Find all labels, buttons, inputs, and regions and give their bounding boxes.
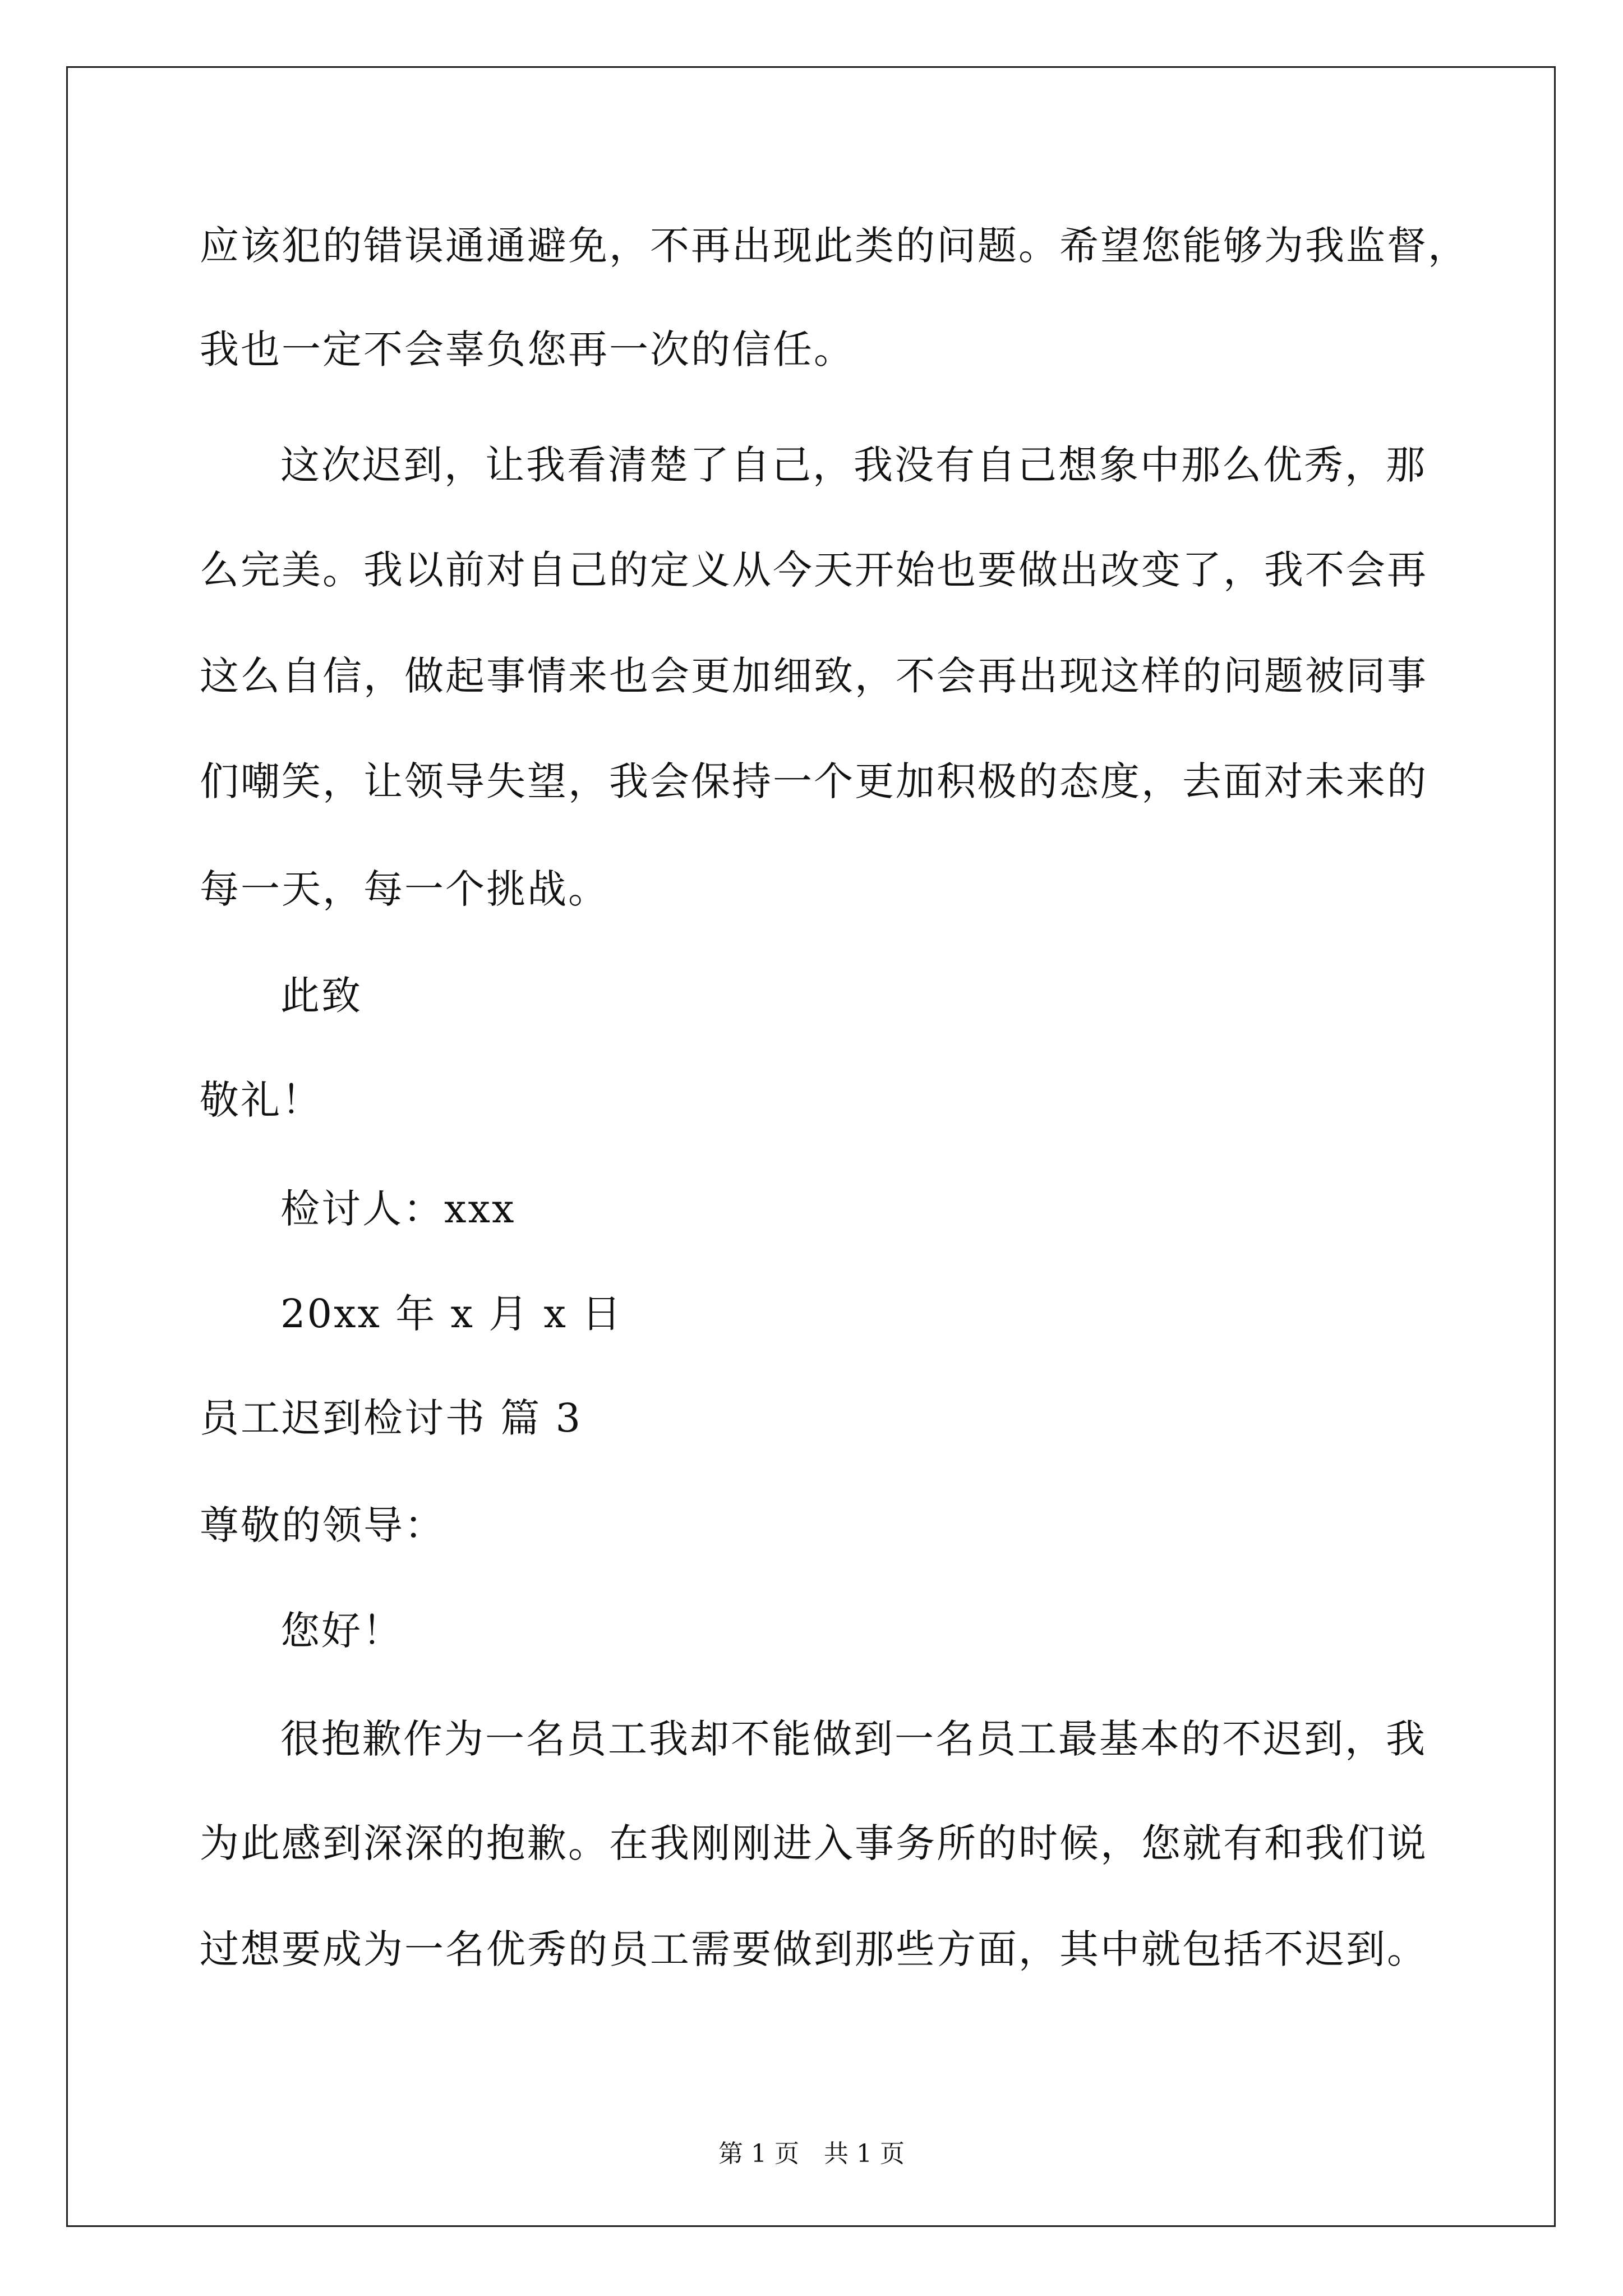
- body-line-6: 们嘲笑，让领导失望，我会保持一个更加积极的态度，去面对未来的: [200, 758, 1428, 804]
- page-border: [66, 66, 1556, 2227]
- page-number: 第 1 页 共 1 页: [718, 2139, 905, 2168]
- section-title: 员工迟到检讨书 篇 3: [200, 1395, 583, 1441]
- letter-salutation: 尊敬的领导：: [200, 1502, 445, 1548]
- body-line-7: 每一天，每一个挑战。: [200, 866, 609, 912]
- body-line-5: 这么自信，做起事情来也会更加细致，不会再出现这样的问题被同事: [200, 653, 1428, 699]
- signature-line: 检讨人：xxx: [280, 1186, 516, 1232]
- closing-regards: 敬礼！: [200, 1077, 322, 1123]
- body-line-1: 应该犯的错误通通避免，不再出现此类的问题。希望您能够为我监督，: [200, 223, 1469, 269]
- body-line-10: 过想要成为一名优秀的员工需要做到那些方面，其中就包括不迟到。: [200, 1926, 1428, 1972]
- body-line-4: 么完美。我以前对自己的定义从今天开始也要做出改变了，我不会再: [200, 547, 1428, 593]
- body-line-8: 很抱歉作为一名员工我却不能做到一名员工最基本的不迟到，我: [280, 1716, 1427, 1762]
- body-line-3: 这次迟到，让我看清楚了自己，我没有自己想象中那么优秀，那: [280, 442, 1427, 488]
- body-line-2: 我也一定不会辜负您再一次的信任。: [200, 326, 855, 372]
- closing-salutation: 此致: [280, 973, 362, 1019]
- date-line: 20xx 年 x 月 x 日: [280, 1291, 623, 1337]
- body-line-9: 为此感到深深的抱歉。在我刚刚进入事务所的时候，您就有和我们说: [200, 1820, 1428, 1866]
- greeting: 您好！: [280, 1608, 403, 1654]
